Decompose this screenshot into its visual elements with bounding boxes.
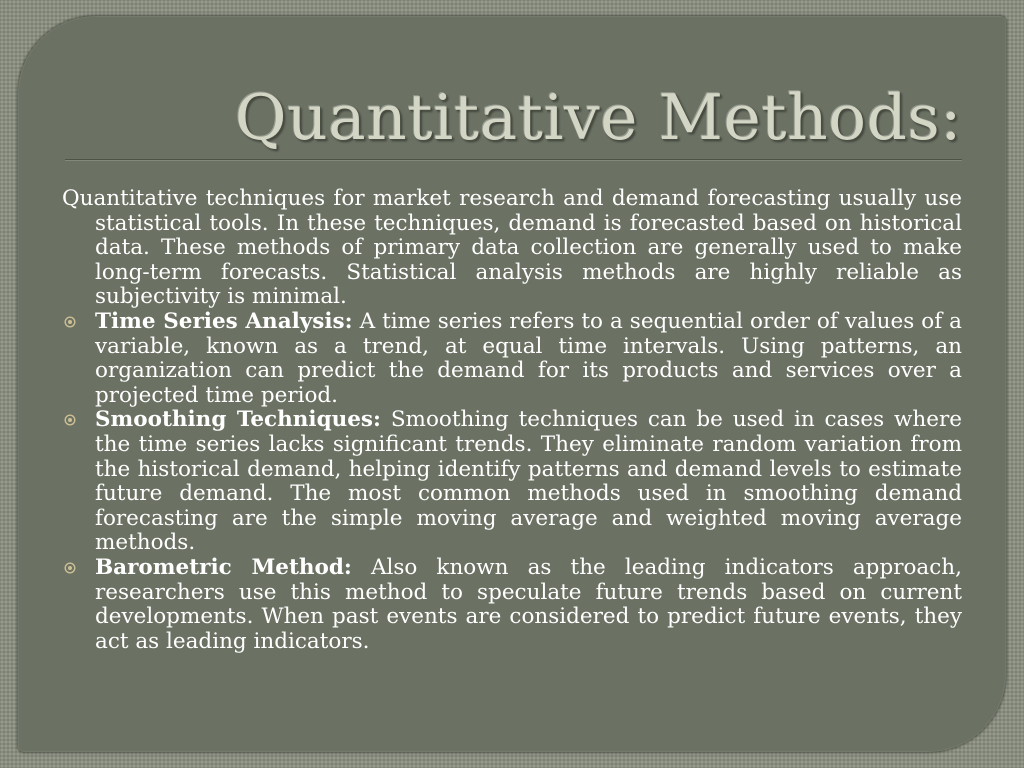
circle-dot-icon — [64, 316, 76, 328]
bullet-term: Time Series Analysis: — [95, 308, 353, 334]
bullet-item-smoothing-techniques — [62, 408, 962, 556]
bullet-item-barometric-method — [62, 556, 962, 654]
bullet-text: Also known as the leading indicators approach, researchers use this method to speculate future trends based on current developments. When past events are considered to predict future events, they act as leading indicators. — [95, 554, 962, 654]
slide-title: Quantitative Methods: — [234, 81, 962, 154]
bullet-list — [62, 310, 962, 654]
bullet-term: Smoothing Techniques: — [95, 407, 381, 433]
circle-dot-icon — [64, 562, 76, 574]
bullet-term: Barometric Method: — [95, 554, 352, 580]
slide-body — [62, 187, 962, 654]
bullet-text: Smoothing techniques can be used in cases where the time series lacks significant trends. They eliminate random variation from the historical demand, helping identify patterns and demand levels to estimate future demand. The most common methods used in smoothing demand forecasting are the simple moving average and weighted moving average methods. — [95, 407, 962, 556]
circle-dot-icon — [64, 414, 76, 426]
bullet-item-time-series-analysis — [62, 310, 962, 408]
intro-paragraph: Quantitative techniques for market research and demand forecasting usually use statistical tools. In these techniques, demand is forecasted based on historical data. These methods of primary data collection are generally used to make long-term forecasts. Statistical analysis methods are highly reliable as subjectivity is minimal. — [62, 186, 962, 310]
bullet-text: A time series refers to a sequential order of values of a variable, known as a trend, at equal time intervals. Using patterns, an organization can predict the demand for its products and services over a projected time period. — [95, 308, 962, 408]
title-divider — [65, 159, 962, 161]
